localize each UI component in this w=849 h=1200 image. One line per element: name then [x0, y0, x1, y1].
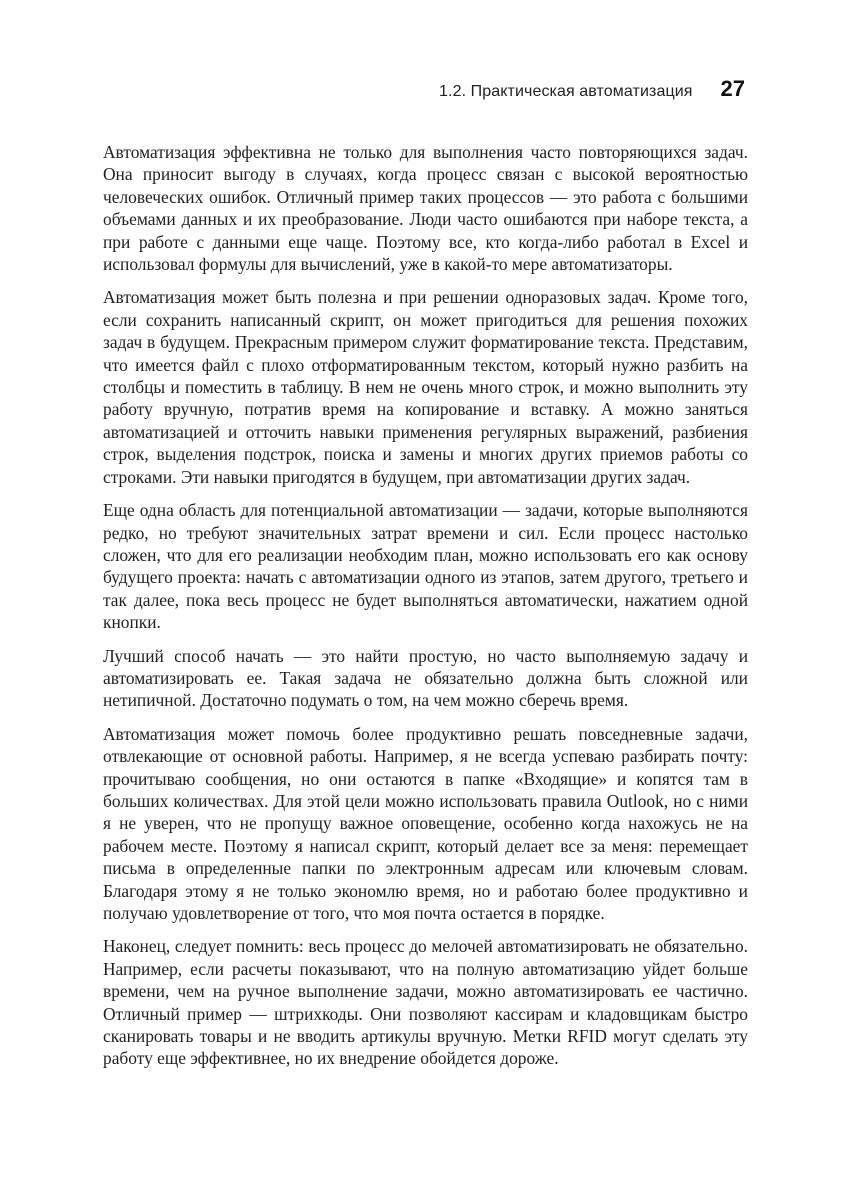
paragraph: Наконец, следует помнить: весь процесс до мелочей автоматизировать не обязательно. Например, если расчеты показывают, что на полную автоматизацию уйдет больше времени, чем на ручное выполнение задачи, можно автоматизировать ее частично. Отличный пример — штрихкоды. Они позволяют кассирам и кладовщикам быстро сканировать товары и не вводить артикулы вручную. Метки RFID могут сделать эту работу еще эффективнее, но их внедрение обойдется дороже.: [103, 936, 748, 1069]
paragraph: Еще одна область для потенциальной автоматизации — задачи, которые выполняются редко, но требуют значительных затрат времени и сил. Если процесс настолько сложен, что для его реализации необходим план, можно использовать его как основу будущего проекта: начать с автоматизации одного из этапов, затем другого, третьего и так далее, пока весь процесс не будет выполняться автоматически, нажатием одной кнопки.: [103, 500, 748, 633]
paragraph: Автоматизация эффективна не только для выполнения часто повторяющихся задач. Она приносит выгоду в случаях, когда процесс связан с высокой вероятностью человеческих ошибок. Отличный пример таких процессов — это работа с большими объемами данных и их преобразование. Люди часто ошибаются при наборе текста, а при работе с данными еще чаще. Поэтому все, кто когда-либо работал в Excel и использовал формулы для вычислений, уже в какой-то мере автоматизаторы.: [103, 142, 748, 275]
paragraph: Лучший способ начать — это найти простую, но часто выполняемую задачу и автоматизировать ее. Такая задача не обязательно должна быть сложной или нетипичной. Достаточно подумать о том, на чем можно сберечь время.: [103, 645, 748, 711]
running-header: [439, 76, 745, 102]
paragraph: Автоматизация может быть полезна и при решении одноразовых задач. Кроме того, если сохранить написанный скрипт, он может пригодиться для решения похожих задач в будущем. Прекрасным примером служит форматирование текста. Представим, что имеется файл с плохо отформатированным текстом, который нужно разбить на столбцы и поместить в таблицу. В нем не очень много строк, и можно выполнить эту работу вручную, потратив время на копирование и вставку. А можно заняться автоматизацией и отточить навыки применения регулярных выражений, разбиения строк, выделения подстрок, поиска и замены и многих других приемов работы со строками. Эти навыки пригодятся в будущем, при автоматизации других задач.: [103, 287, 748, 487]
paragraph: Автоматизация может помочь более продуктивно решать повседневные задачи, отвлекающие от основной работы. Например, я не всегда успеваю разбирать почту: прочитываю сообщения, но они остаются в папке «Входящие» и копятся там в больших количествах. Для этой цели можно использовать правила Outlook, но с ними я не уверен, что не пропущу важное оповещение, особенно когда нахожусь не на рабочем месте. Поэтому я написал скрипт, который делает все за меня: перемещает письма в определенные папки по электронным адресам или ключевым словам. Благодаря этому я не только экономлю время, но и работаю более продуктивно и получаю удовлетворение от того, что моя почта остается в порядке.: [103, 723, 748, 923]
section-title: 1.2. Практическая автоматизация: [439, 83, 693, 100]
page-number: 27: [720, 76, 745, 101]
body-text: [103, 141, 748, 1081]
